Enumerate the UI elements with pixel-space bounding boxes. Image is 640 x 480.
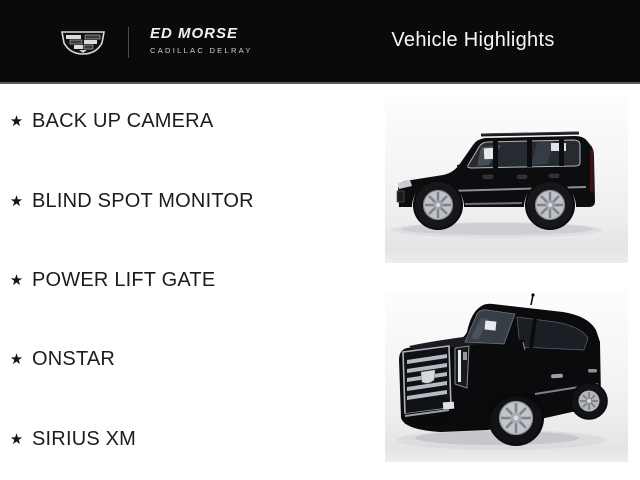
dealer-brand <box>150 25 253 55</box>
feature-label: BLIND SPOT MONITOR <box>32 189 254 212</box>
feature-list <box>8 82 254 479</box>
feature-label: ONSTAR <box>32 348 116 371</box>
star-icon: ★ <box>9 192 24 210</box>
feature-label: BACK UP CAMERA <box>32 110 214 133</box>
vehicle-photo-front-quarter-view <box>385 290 628 462</box>
feature-item-backup-camera <box>8 82 254 161</box>
cadillac-crest-icon <box>60 29 106 57</box>
star-icon: ★ <box>9 430 24 448</box>
header-divider <box>128 27 129 58</box>
dealer-tagline: CADILLAC DELRAY <box>150 46 253 55</box>
feature-item-sirius-xm <box>8 400 254 479</box>
feature-item-onstar <box>8 320 254 399</box>
star-icon: ★ <box>9 351 24 369</box>
feature-item-power-lift-gate <box>8 241 254 320</box>
feature-label: POWER LIFT GATE <box>32 268 216 291</box>
page-title: Vehicle Highlights <box>391 29 555 51</box>
vehicle-photo-side-view <box>385 95 628 263</box>
feature-item-blind-spot-monitor <box>8 161 254 240</box>
star-icon: ★ <box>9 113 24 131</box>
header-bar <box>0 0 640 84</box>
feature-label: SIRIUS XM <box>32 427 137 450</box>
dealer-name: ED MORSE <box>150 25 239 42</box>
star-icon: ★ <box>9 271 24 289</box>
